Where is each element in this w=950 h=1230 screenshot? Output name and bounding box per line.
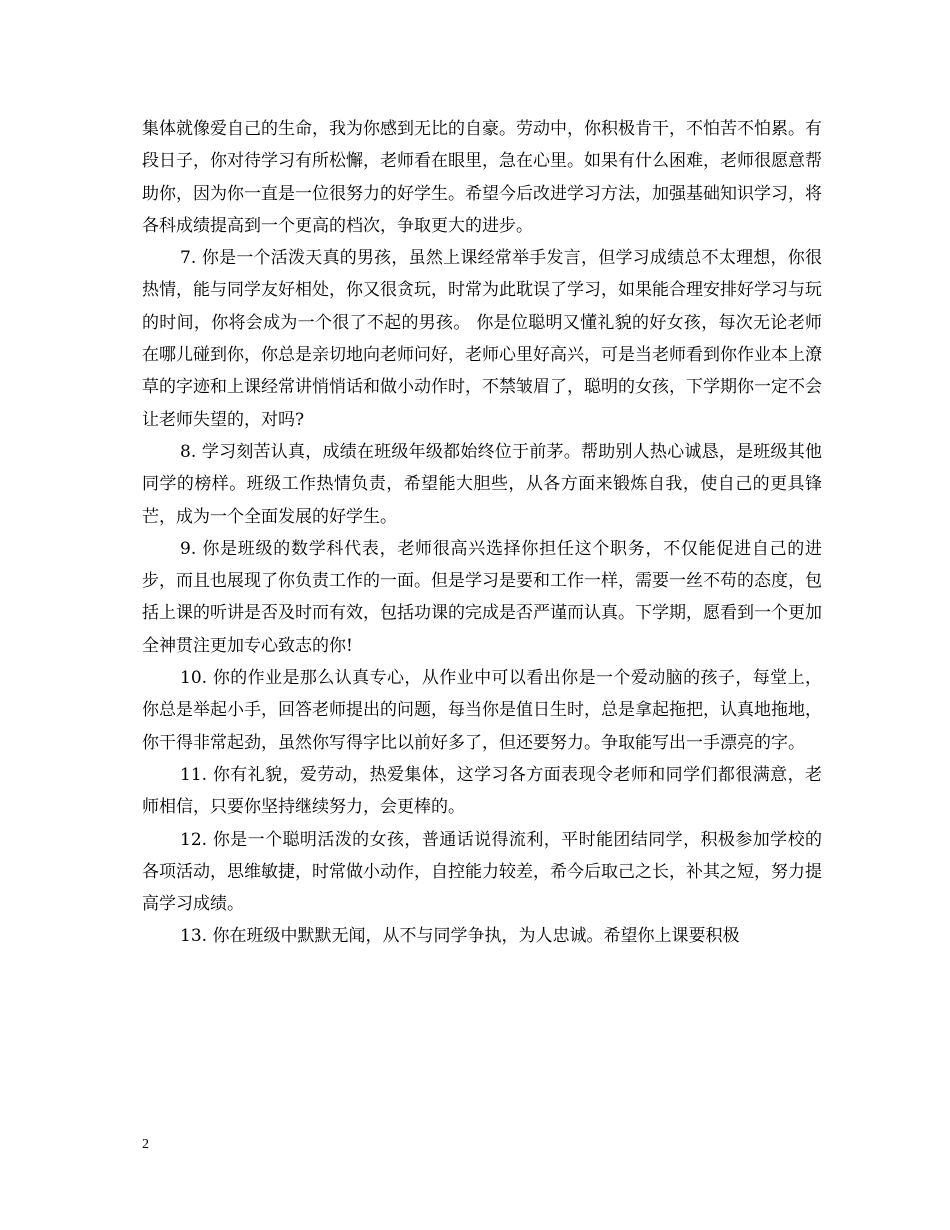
paragraph-comment-8: 8. 学习刻苦认真，成绩在班级年级都始终位于前茅。帮助别人热心诚恳，是班级其他同学的榜样。班级工作热情负责，希望能大胆些，从各方面来锻炼自我，使自己的更具锋芒，成为一个全面发展的好学生。 xyxy=(142,441,822,527)
paragraph-continued: 集体就像爱自己的生命，我为你感到无比的自豪。劳动中，你积极肯干，不怕苦不怕累。有段日子，你对待学习有所松懈，老师看在眼里，急在心里。如果有什么困难，老师很愿意帮助你，因为你一直是一位很努力的好学生。希望今后改进学习方法，加强基础知识学习，将各科成绩提高到一个更高的档次，争取更大的进步。 xyxy=(142,119,822,236)
paragraph-comment-11: 11. 你有礼貌，爱劳动，热爱集体，这学习各方面表现令老师和同学们都很满意，老师相信，只要你坚持继续努力，会更棒的。 xyxy=(142,764,822,818)
page-number: 2 xyxy=(142,1137,149,1152)
paragraph-comment-10: 10. 你的作业是那么认真专心，从作业中可以看出你是一个爱动脑的孩子，每堂上，你总是举起小手，回答老师提出的问题，每当你是值日生时，总是拿起拖把，认真地拖地，你干得非常起劲，虽然你写得字比以前好多了，但还要努力。争取能写出一手漂亮的字。 xyxy=(142,668,822,753)
paragraph-comment-7: 7. 你是一个活泼天真的男孩，虽然上课经常举手发言，但学习成绩总不太理想，你很热情，能与同学友好相处，你又很贪玩，时常为此耽误了学习，如果能合理安排好学习与玩的时间，你将会成为一个很了不起的男孩。 你是位聪明又懂礼貌的好女孩，每次无论老师在哪儿碰到你，你总是亲切地向老师问好，老师心里好高兴，可是当老师看到你作业本上潦草的字迹和上课经常讲悄悄话和做小动作时，不禁皱眉了，聪明的女孩，下学期你一定不会让老师失望的，对吗? xyxy=(142,248,822,430)
document-body xyxy=(142,113,822,953)
paragraph-comment-13: 13. 你在班级中默默无闻，从不与同学争执，为人忠诚。希望你上课要积极 xyxy=(180,926,740,947)
paragraph-comment-12: 12. 你是一个聪明活泼的女孩，普通话说得流利，平时能团结同学，积极参加学校的各项活动，思维敏捷，时常做小动作，自控能力较差，希今后取己之长，补其之短，努力提高学习成绩。 xyxy=(142,829,822,915)
paragraph-comment-9: 9. 你是班级的数学科代表，老师很高兴选择你担任这个职务，不仅能促进自己的进步，而且也展现了你负责工作的一面。但是学习是要和工作一样，需要一丝不苟的态度，包括上课的听讲是否及时而有效，包括功课的完成是否严谨而认真。下学期，愿看到一个更加全神贯注更加专心致志的你! xyxy=(142,538,822,656)
